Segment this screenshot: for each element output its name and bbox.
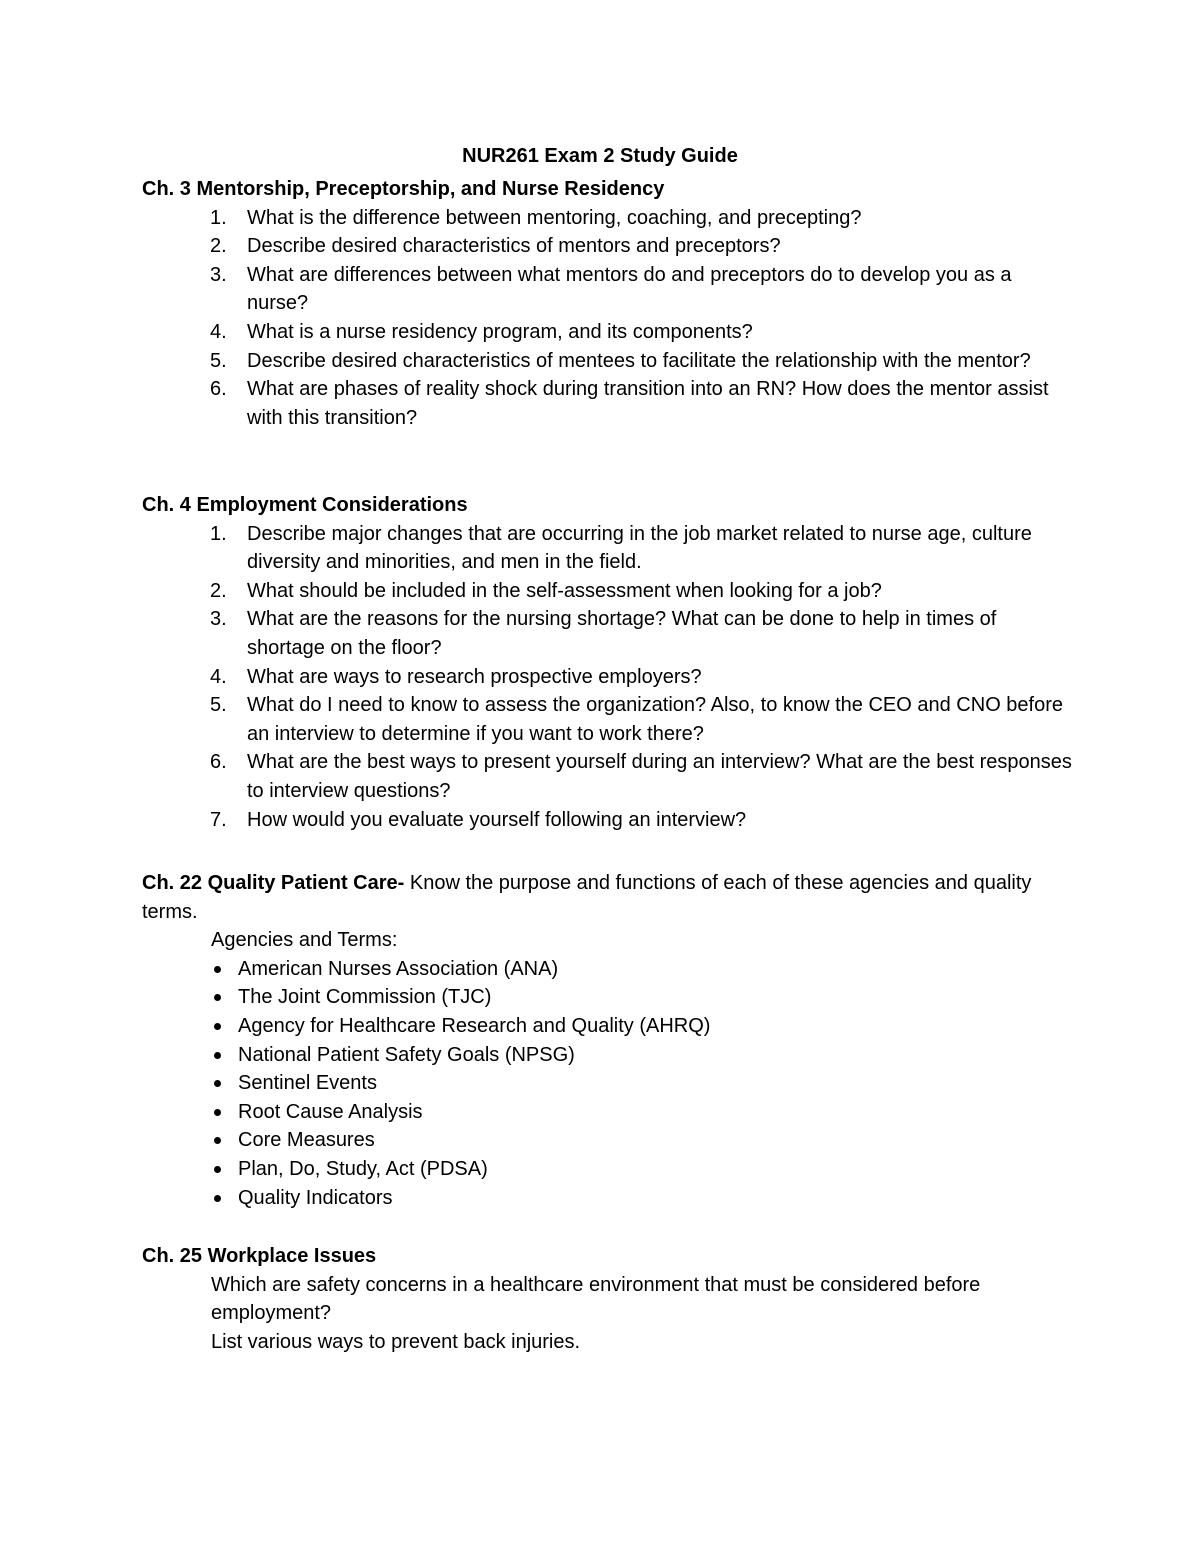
list-item [142,663,1072,692]
item-text: Quality Indicators [238,1186,393,1209]
list-item [142,691,1072,748]
item-number: 3. [210,608,227,631]
bullet-icon [214,1109,221,1116]
item-text: Root Cause Analysis [238,1100,423,1123]
bullet-list [142,955,1072,1212]
item-text: Describe desired characteristics of mentees to facilitate the relationship with the mentor? [247,349,1031,372]
section-heading [142,869,1072,926]
item-number: 6. [210,378,227,401]
item-text: What are ways to research prospective employers? [247,665,702,688]
list-item [142,1012,1072,1041]
bullet-icon [214,966,221,973]
bullet-icon [214,1023,221,1030]
section-ch4 [142,491,1072,834]
item-text: The Joint Commission (TJC) [238,986,492,1009]
list-item [142,983,1072,1012]
bullet-icon [214,1080,221,1087]
item-text: National Patient Safety Goals (NPSG) [238,1043,575,1066]
list-item [142,232,1072,261]
item-number: 2. [210,579,227,602]
list-item [142,605,1072,662]
section-heading-rest: Know the purpose and functions of each of these agencies and quality terms. [142,872,1032,923]
list-item [142,1069,1072,1098]
list-item [142,748,1072,805]
question-list [142,520,1072,835]
list-item [142,204,1072,233]
body-text: Which are safety concerns in a healthcare environment that must be considered before employment? [211,1273,981,1325]
item-text: What are the best ways to present yourself during an interview? What are the best responses to interview questions? [247,751,1072,802]
item-number: 6. [210,751,227,774]
list-item [142,375,1072,432]
bullet-icon [214,1166,221,1173]
section-heading: Ch. 25 Workplace Issues [142,1245,377,1267]
list-item [142,1126,1072,1155]
item-number: 3. [210,263,227,286]
list-item [142,1155,1072,1184]
bullet-icon [214,994,221,1001]
item-number: 5. [210,694,227,717]
item-number: 1. [210,206,227,229]
item-text: What are the reasons for the nursing shortage? What can be done to help in times of shortage on the floor? [247,608,997,659]
section-heading: Ch. 4 Employment Considerations [142,494,468,516]
bullet-icon [214,1137,221,1144]
item-text: What is a nurse residency program, and its components? [247,320,753,343]
item-number: 5. [210,349,227,372]
question-list [142,204,1072,433]
item-text: Describe desired characteristics of mentors and preceptors? [247,235,781,258]
list-item [142,1041,1072,1070]
list-item [142,955,1072,984]
item-text: Core Measures [238,1129,375,1152]
item-text: What is the difference between mentoring, coaching, and precepting? [247,206,862,229]
item-text: Agency for Healthcare Research and Quality (AHRQ) [238,1014,711,1037]
item-text: Sentinel Events [238,1072,377,1095]
item-text: What are phases of reality shock during transition into an RN? How does the mentor assist with this transition? [247,378,1049,429]
item-text: What do I need to know to assess the organization? Also, to know the CEO and CNO before an interview to determine if you want to work there? [247,694,1064,745]
body-text: List various ways to prevent back injuries. [211,1330,581,1353]
item-number: 7. [210,808,227,831]
bullet-icon [214,1052,221,1059]
item-number: 2. [210,235,227,258]
agencies-label: Agencies and Terms: [211,929,398,952]
item-text: American Nurses Association (ANA) [238,957,559,980]
section-ch3 [142,175,1072,432]
item-number: 4. [210,665,227,688]
list-item [142,520,1072,577]
section-ch25 [142,1242,1072,1356]
list-item [142,1184,1072,1213]
item-text: What should be included in the self-assessment when looking for a job? [247,579,882,602]
list-item [142,318,1072,347]
section-heading: Ch. 3 Mentorship, Preceptorship, and Nurse Residency [142,178,665,200]
list-item [142,577,1072,606]
section-heading-bold: Ch. 22 Quality Patient Care- [142,872,405,894]
item-text: Plan, Do, Study, Act (PDSA) [238,1157,488,1180]
item-number: 4. [210,320,227,343]
list-item [142,1098,1072,1127]
list-item [142,261,1072,318]
page-title: NUR261 Exam 2 Study Guide [462,145,738,167]
section-ch22 [142,869,1072,1212]
list-item [142,347,1072,376]
bullet-icon [214,1195,221,1202]
item-text: Describe major changes that are occurring in the job market related to nurse age, culture diversity and minorities, and men in the field. [247,522,1032,574]
list-item [142,806,1072,835]
item-text: What are differences between what mentors do and preceptors do to develop you as a nurse? [247,263,1012,315]
item-number: 1. [210,522,227,545]
item-text: How would you evaluate yourself following an interview? [247,808,747,831]
